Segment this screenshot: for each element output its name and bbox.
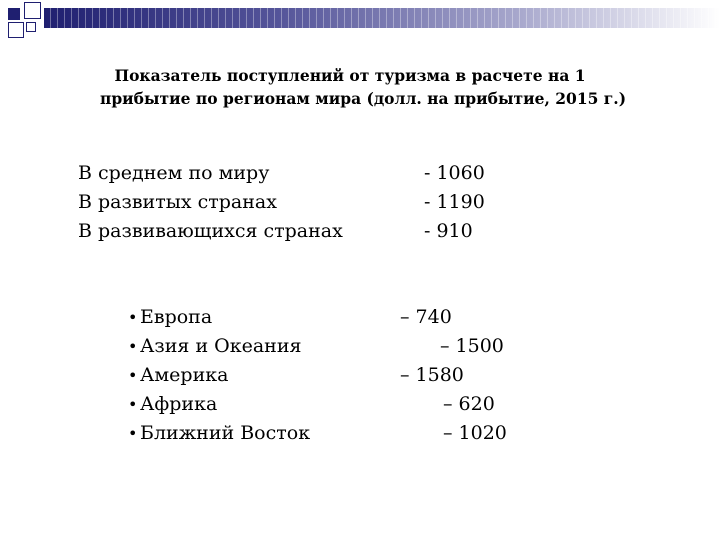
title-line-2: прибытие по регионам мира (долл. на прибытие, 2015 г.) bbox=[100, 89, 627, 108]
slide-title bbox=[100, 64, 627, 110]
header-gradient-bar bbox=[44, 8, 720, 28]
stat-label: В развитых странах bbox=[78, 191, 277, 213]
region-label: Африка bbox=[140, 393, 218, 415]
region-label: Америка bbox=[140, 364, 229, 386]
region-value: – 740 bbox=[400, 306, 452, 328]
stat-value: - 1060 bbox=[424, 162, 485, 184]
region-value: – 1500 bbox=[440, 335, 504, 357]
region-value: – 1580 bbox=[400, 364, 464, 386]
stat-value: - 1190 bbox=[424, 191, 485, 213]
bullet-icon: • bbox=[128, 308, 138, 327]
outline-square-icon bbox=[8, 22, 24, 38]
stat-label: В среднем по миру bbox=[78, 162, 270, 184]
title-line-1: Показатель поступлений от туризма в расчете на 1 bbox=[114, 66, 586, 85]
outline-square-icon bbox=[24, 2, 41, 19]
stat-value: - 910 bbox=[424, 220, 473, 242]
region-value: – 620 bbox=[443, 393, 495, 415]
filled-square-icon bbox=[8, 8, 20, 20]
bullet-icon: • bbox=[128, 395, 138, 414]
region-label: Европа bbox=[140, 306, 213, 328]
bullet-icon: • bbox=[128, 366, 138, 385]
region-label: Ближний Восток bbox=[140, 422, 311, 444]
bullet-icon: • bbox=[128, 337, 138, 356]
region-label: Азия и Океания bbox=[140, 335, 302, 357]
bullet-icon: • bbox=[128, 424, 138, 443]
outline-square-icon bbox=[26, 22, 36, 32]
region-value: – 1020 bbox=[443, 422, 507, 444]
stat-label: В развивающихся странах bbox=[78, 220, 343, 242]
